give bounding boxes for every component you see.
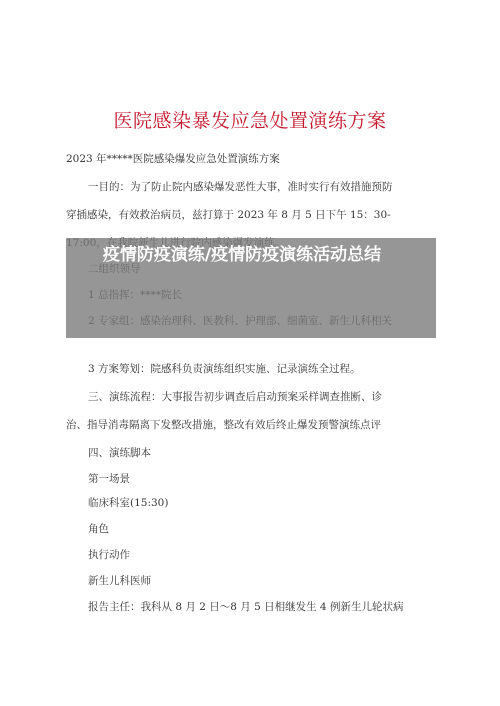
document-title: 医院感染暴发应急处置演练方案 bbox=[113, 110, 387, 132]
doc-text-line: 报告主任：我科从 8 月 2 日～8 月 5 日相继发生 4 例新生儿轮状病 bbox=[88, 601, 404, 613]
doc-text-line: 第一场景 bbox=[88, 473, 130, 485]
doc-text-line: 治、指导消毒隔离下发整改措施，整改有效后终止爆发预警演练点评 bbox=[66, 419, 381, 431]
doc-text-line: 新生儿科医师 bbox=[88, 575, 151, 587]
overlay-title: 疫情防疫演练/疫情防疫演练活动总结 bbox=[102, 245, 382, 265]
doc-text-line: 穿插感染，有效救治病员，兹打算于 2023 年 8 月 5 日下午 15：30- bbox=[66, 209, 391, 221]
doc-text-line: 角色 bbox=[88, 523, 109, 535]
doc-text-line: 执行动作 bbox=[88, 549, 130, 561]
doc-text-line: 一目的：为了防止院内感染爆发恶性大事，准时实行有效措施预防 bbox=[88, 181, 393, 193]
doc-text-line: 三、演练流程：大事报告初步调查后启动预案采样调查推断、诊 bbox=[88, 391, 382, 403]
doc-text-line: 四、演练脚本 bbox=[88, 447, 151, 459]
doc-text-line: 3 方案筹划：院感科负责演练组织实施、记录演练全过程。 bbox=[88, 363, 361, 375]
doc-text-line: 临床科室(15:30) bbox=[88, 497, 169, 509]
doc-heading-line: 2023 年*****医院感染爆发应急处置演练方案 bbox=[66, 153, 280, 165]
